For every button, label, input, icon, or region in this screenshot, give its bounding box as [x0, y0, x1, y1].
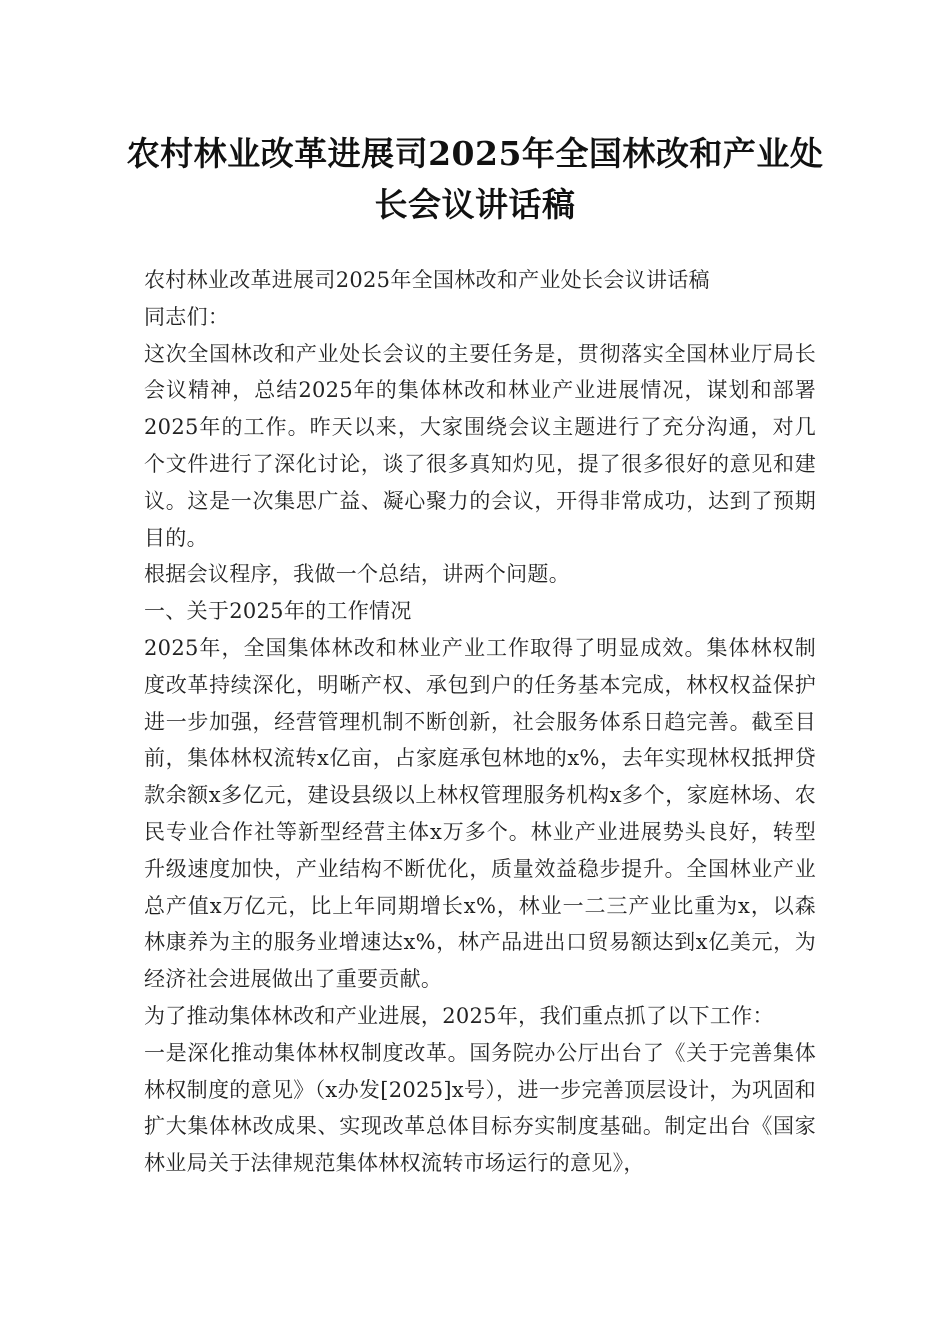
- paragraph-point-one: 一是深化推动集体林权制度改革。国务院办公厅出台了《关于完善集体林权制度的意见》（x办发[2025]x号），进一步完善顶层设计，为巩固和扩大集体林改成果、实现改革总体目标夯实制度基础。制定出台《国家林业局关于法律规范集体林权流转市场运行的意见》，: [144, 1040, 816, 1176]
- document-body: [144, 262, 816, 1182]
- document-title: 农村林业改革进展司2025年全国林改和产业处长会议讲话稿: [126, 134, 824, 224]
- paragraph-agenda: 根据会议程序，我做一个总结，讲两个问题。: [144, 562, 570, 587]
- paragraph-achievements: 2025年，全国集体林改和林业产业工作取得了明显成效。集体林权制度改革持续深化，明晰产权、承包到户的任务基本完成，林权权益保护进一步加强，经营管理机制不断创新，社会服务体系日趋完善。截至目前，集体林权流转x亿亩，占家庭承包林地的x%，去年实现林权抵押贷款余额x多亿元，建设县级以上林权管理服务机构x多个，家庭林场、农民专业合作社等新型经营主体x万多个。林业产业进展势头良好，转型升级速度加快，产业结构不断优化，质量效益稳步提升。全国林业产业总产值x万亿元，比上年同期增长x%，林业一二三产业比重为x，以森林康养为主的服务业增速达x%，林产品进出口贸易额达到x亿美元，为经济社会进展做出了重要贡献。: [144, 635, 816, 992]
- paragraph-work-intro: 为了推动集体林改和产业进展，2025年，我们重点抓了以下工作：: [144, 1003, 774, 1028]
- paragraph-salutation: 同志们：: [144, 304, 230, 329]
- section-heading: 一、关于2025年的工作情况: [144, 599, 412, 624]
- paragraph-subtitle: 农村林业改革进展司2025年全国林改和产业处长会议讲话稿: [144, 268, 710, 292]
- paragraph-intro: 这次全国林改和产业处长会议的主要任务是，贯彻落实全国林业厅局长会议精神，总结2025年的集体林改和林业产业进展情况，谋划和部署2025年的工作。昨天以来，大家围绕会议主题进行了充分沟通，对几个文件进行了深化讨论，谈了很多真知灼见，提了很多很好的意见和建议。这是一次集思广益、凝心聚力的会议，开得非常成功，达到了预期目的。: [144, 341, 816, 550]
